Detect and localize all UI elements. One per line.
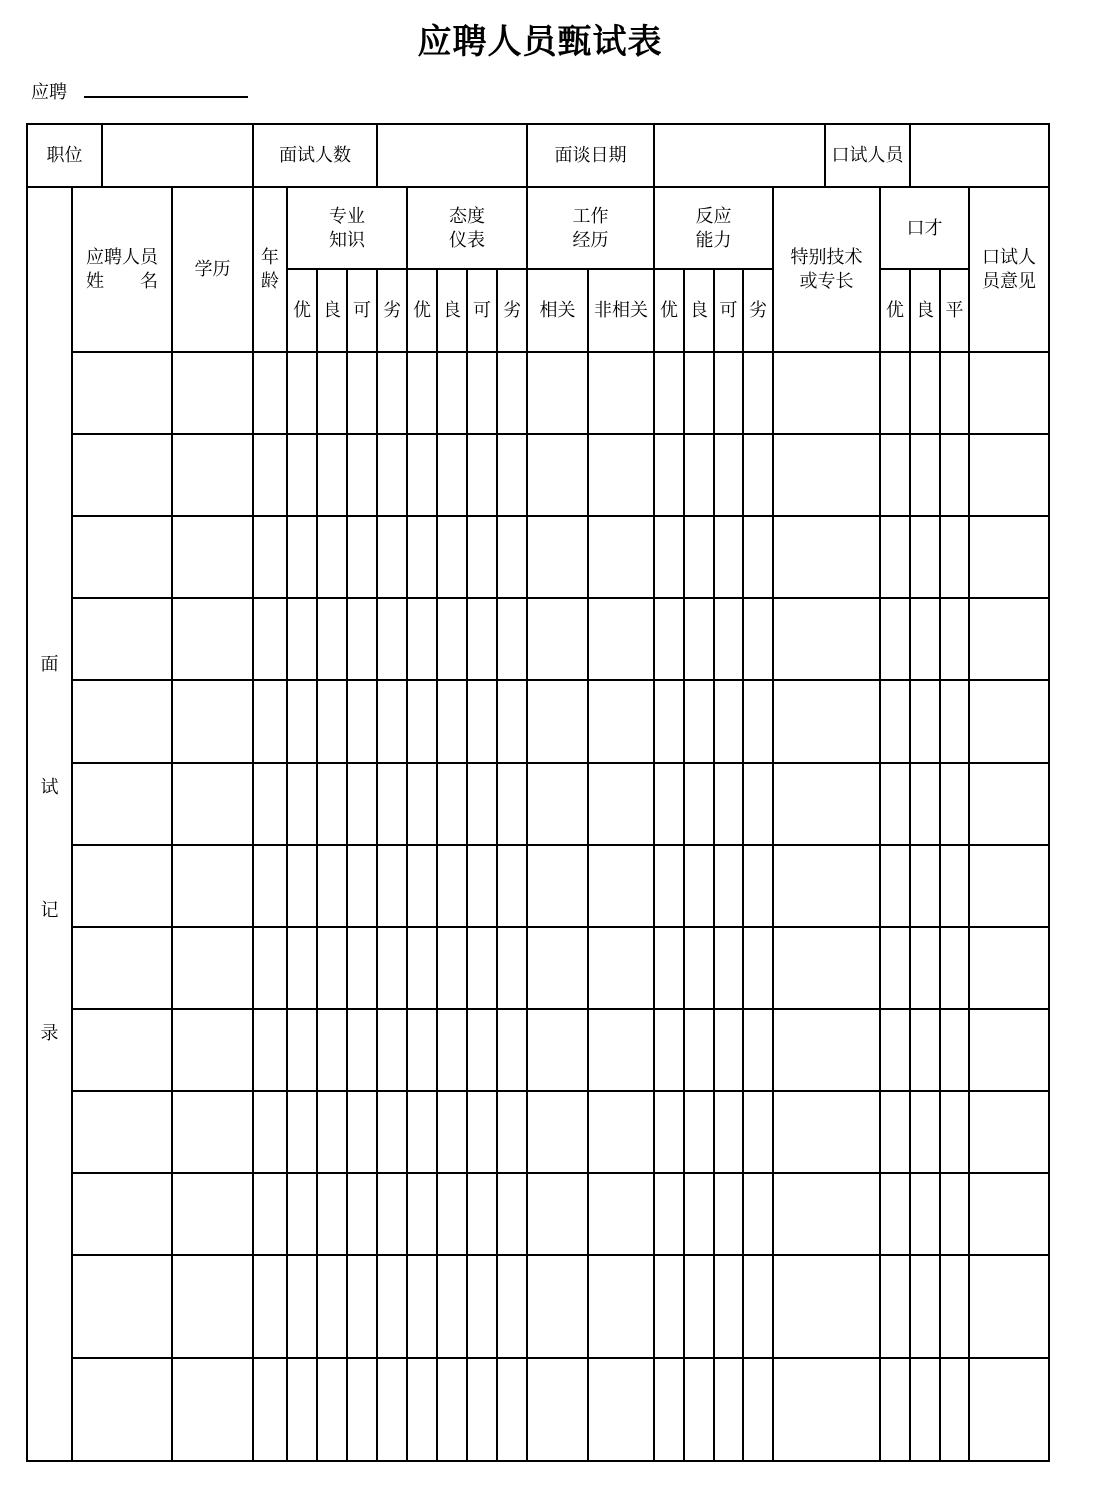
grade-work-related: 相关 — [539, 300, 576, 321]
grade-work-unrelated: 非相关 — [594, 300, 648, 321]
side-label-char: 试 — [40, 777, 59, 798]
label-interview-count: 面试人数 — [279, 145, 351, 166]
grade-attitude-excellent: 优 — [413, 300, 431, 321]
header-special-line1: 特别技术 — [790, 247, 863, 268]
input-interview-date[interactable] — [656, 128, 823, 185]
grade-knowledge-excellent: 优 — [293, 300, 311, 321]
input-position[interactable] — [104, 128, 251, 185]
header-reaction-line1: 反应 — [695, 206, 732, 227]
header-work-line1: 工作 — [572, 206, 609, 227]
label-position: 职位 — [46, 145, 83, 166]
grade-attitude-poor: 劣 — [503, 300, 521, 321]
grade-eloquence-good: 良 — [916, 300, 934, 321]
label-interview-date: 面谈日期 — [554, 145, 627, 166]
grade-attitude-good: 良 — [443, 300, 461, 321]
grade-knowledge-good: 良 — [323, 300, 341, 321]
header-name-line2: 姓 名 — [86, 271, 158, 292]
grade-attitude-fair: 可 — [473, 300, 491, 321]
grade-knowledge-poor: 劣 — [383, 300, 401, 321]
header-age-line2: 龄 — [261, 271, 279, 292]
header-attitude-line2: 仪表 — [449, 230, 485, 251]
header-education: 学历 — [194, 259, 231, 280]
grade-reaction-excellent: 优 — [660, 300, 678, 321]
grade-reaction-fair: 可 — [719, 300, 738, 321]
grade-reaction-poor: 劣 — [749, 300, 767, 321]
header-knowledge-line1: 专业 — [329, 206, 365, 227]
header-knowledge-line2: 知识 — [329, 230, 365, 251]
grade-eloquence-average: 平 — [945, 300, 964, 321]
header-age-line1: 年 — [261, 247, 279, 268]
input-interviewer[interactable] — [912, 128, 1047, 185]
side-label-char: 录 — [40, 1023, 59, 1044]
side-label-char: 记 — [40, 900, 59, 921]
header-name-line1: 应聘人员 — [86, 247, 158, 268]
label-interviewer: 口试人员 — [831, 145, 904, 166]
header-opinion-line2: 员意见 — [982, 271, 1036, 292]
header-special-line2: 或专长 — [799, 271, 854, 292]
grade-eloquence-excellent: 优 — [886, 300, 904, 321]
apply-label: 应聘 — [31, 82, 67, 103]
side-label-char: 面 — [40, 654, 59, 675]
grade-reaction-good: 良 — [690, 300, 708, 321]
grade-knowledge-fair: 可 — [353, 300, 371, 321]
form-title: 应聘人员甄试表 — [417, 22, 663, 62]
header-eloquence: 口才 — [906, 218, 943, 239]
header-opinion-line1: 口试人 — [982, 247, 1036, 268]
header-reaction-line2: 能力 — [695, 230, 732, 251]
header-attitude-line1: 态度 — [449, 206, 485, 227]
input-interview-count[interactable] — [379, 128, 525, 185]
header-work-line2: 经历 — [572, 230, 609, 251]
